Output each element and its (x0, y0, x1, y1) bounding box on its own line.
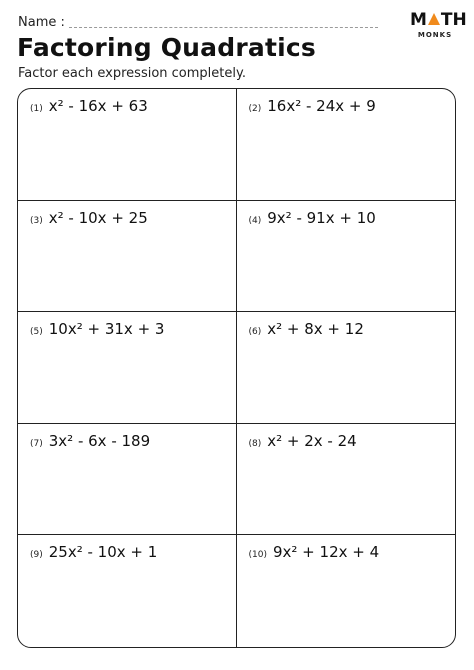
triangle-icon (428, 13, 440, 25)
logo-subtext: MONKS (417, 31, 453, 39)
problem-cell[interactable] (237, 89, 456, 201)
problem (30, 543, 157, 561)
problem-number: (9) (30, 550, 43, 561)
problem-cell[interactable] (237, 424, 456, 536)
problem-cell[interactable] (237, 201, 456, 313)
name-row (18, 11, 378, 31)
problem-number: (2) (248, 104, 262, 114)
problem-expression: x² + 8x + 12 (267, 320, 364, 339)
problem (249, 97, 376, 115)
logo-wordmark (410, 10, 467, 30)
problem-expression: 10x² + 31x + 3 (48, 320, 165, 339)
page-title: Factoring Quadratics (17, 33, 316, 62)
problem-expression: 16x² - 24x + 9 (267, 97, 376, 115)
problem-expression: 25x² - 10x + 1 (48, 543, 158, 562)
problem-cell[interactable] (18, 312, 237, 424)
problem-expression: x² - 16x + 63 (48, 97, 148, 115)
problem-grid (17, 88, 456, 648)
problem (30, 432, 150, 450)
problem (30, 97, 148, 115)
problem-number: (3) (30, 215, 43, 226)
math-monks-logo (410, 10, 467, 51)
problem-number: (8) (248, 438, 262, 449)
problem (249, 432, 357, 450)
problem-expression: x² - 10x + 25 (48, 208, 148, 227)
problem-cell[interactable] (237, 312, 456, 424)
problem-cell[interactable] (18, 201, 237, 313)
problem-expression: 9x² - 91x + 10 (267, 208, 376, 227)
problem (30, 320, 164, 338)
problem (249, 320, 364, 338)
problem-cell[interactable] (237, 535, 456, 647)
logo-text-right: TH (440, 10, 467, 30)
problem (30, 209, 148, 227)
problem (249, 543, 380, 561)
problem-expression: 9x² + 12x + 4 (272, 543, 380, 562)
name-field-line[interactable] (69, 27, 378, 28)
problem (249, 209, 376, 227)
problem-number: (4) (248, 215, 262, 226)
problem-expression: x² + 2x - 24 (267, 431, 357, 450)
problem-cell[interactable] (18, 535, 237, 647)
problem-number: (6) (248, 327, 262, 338)
name-label: Name : (18, 15, 65, 30)
instructions: Factor each expression completely. (18, 66, 246, 81)
problem-cell[interactable] (18, 424, 237, 536)
problem-number: (10) (248, 550, 267, 561)
logo-text-left: M (410, 10, 427, 30)
problem-number: (1) (30, 104, 43, 114)
problem-number: (5) (30, 327, 43, 338)
problem-cell[interactable] (18, 89, 237, 201)
problem-number: (7) (30, 438, 43, 449)
problem-expression: 3x² - 6x - 189 (48, 431, 151, 450)
